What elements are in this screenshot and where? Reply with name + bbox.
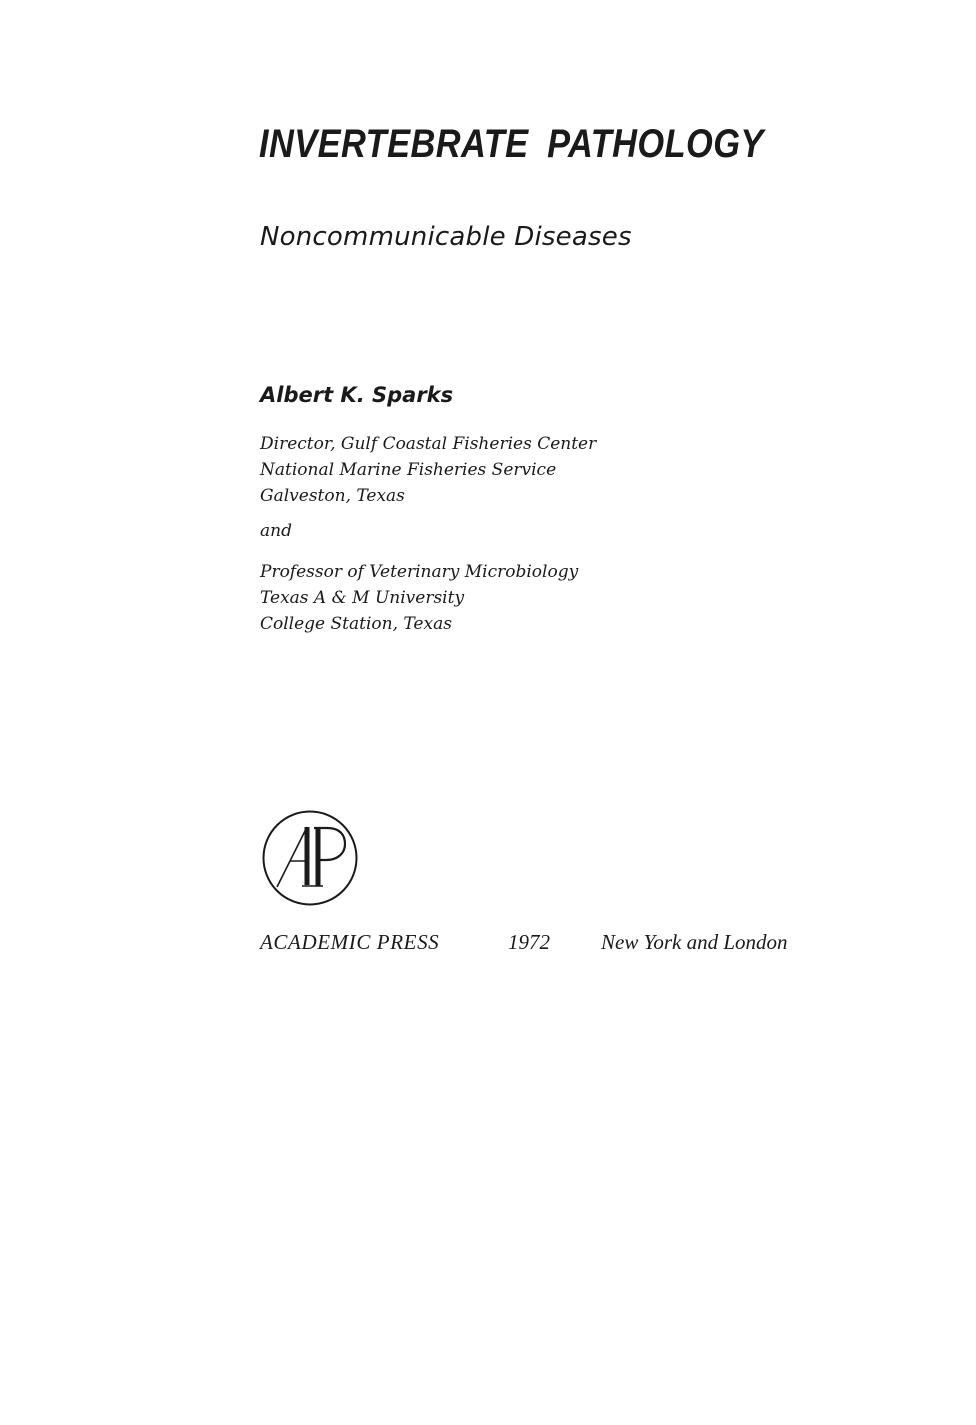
author-name: Albert K. Sparks	[260, 383, 454, 407]
affiliation-line: Galveston, Texas	[260, 486, 405, 506]
publisher-name: ACADEMIC PRESS	[260, 930, 440, 954]
affiliation-line: Professor of Veterinary Microbiology	[260, 562, 579, 582]
affiliation-line: Texas A & M University	[260, 588, 465, 608]
author-affiliation-secondary	[260, 559, 578, 637]
publication-location: New York and London	[601, 930, 788, 954]
author-affiliation-primary	[260, 431, 596, 509]
affiliation-conjunction: and	[260, 521, 292, 541]
publication-year: 1972	[508, 930, 550, 954]
book-subtitle: Noncommunicable Diseases	[260, 222, 632, 252]
academic-press-logo-icon	[261, 809, 359, 907]
book-title: INVERTEBRATE PATHOLOGY	[259, 122, 764, 166]
affiliation-line: Director, Gulf Coastal Fisheries Center	[260, 434, 597, 454]
affiliation-line: National Marine Fisheries Service	[260, 460, 557, 480]
affiliation-line: College Station, Texas	[260, 614, 452, 634]
